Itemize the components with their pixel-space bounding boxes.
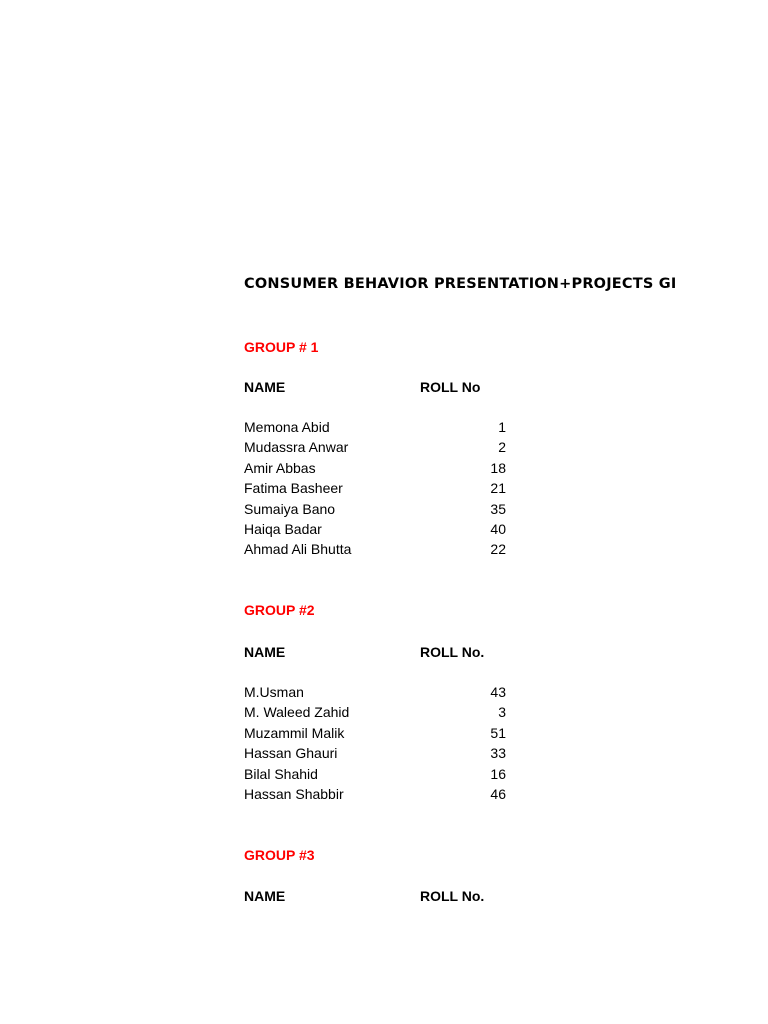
member-roll: 46 — [490, 785, 506, 802]
member-name: Sumaiya Bano — [244, 500, 336, 517]
member-roll: 43 — [490, 684, 506, 700]
member-row — [244, 723, 506, 743]
group-1-name-header: NAME — [244, 379, 286, 395]
group-2-name-header: NAME — [244, 644, 286, 660]
member-row — [244, 499, 506, 519]
group-2-member-list — [244, 682, 506, 804]
member-roll: 33 — [490, 745, 506, 762]
member-roll: 18 — [490, 459, 506, 476]
member-row — [244, 478, 506, 498]
member-roll: 35 — [490, 500, 506, 517]
member-row — [244, 519, 506, 539]
member-roll: 2 — [498, 439, 506, 456]
member-name: M.Usman — [244, 684, 304, 700]
member-roll: 40 — [490, 520, 506, 537]
member-name: Memona Abid — [244, 419, 330, 435]
member-roll: 21 — [490, 480, 506, 497]
member-name: Hassan Ghauri — [244, 745, 338, 762]
member-name: Muzammil Malik — [244, 724, 345, 741]
member-row — [244, 458, 506, 478]
member-name: Hassan Shabbir — [244, 785, 344, 802]
member-row — [244, 682, 506, 702]
group-3-name-header: NAME — [244, 888, 286, 904]
member-row — [244, 437, 506, 457]
group-1-member-list — [244, 417, 506, 560]
group-2-roll-header: ROLL No. — [420, 644, 485, 660]
document-title: CONSUMER BEHAVIOR PRESENTATION+PROJECTS GI — [244, 276, 677, 292]
member-roll: 22 — [490, 541, 506, 558]
member-row — [244, 743, 506, 763]
group-1-title: GROUP # 1 — [244, 339, 319, 355]
member-roll: 16 — [490, 765, 506, 782]
group-3-title: GROUP #3 — [244, 847, 315, 863]
member-name: Ahmad Ali Bhutta — [244, 541, 352, 558]
member-roll: 1 — [498, 419, 506, 435]
member-row — [244, 417, 506, 437]
member-row — [244, 702, 506, 722]
member-row — [244, 784, 506, 804]
member-roll: 3 — [498, 704, 506, 721]
group-1-roll-header: ROLL No — [420, 379, 481, 395]
member-name: Fatima Basheer — [244, 480, 343, 497]
member-roll: 51 — [490, 724, 506, 741]
member-name: Bilal Shahid — [244, 765, 318, 782]
member-name: Haiqa Badar — [244, 520, 322, 537]
member-name: Amir Abbas — [244, 459, 316, 476]
group-3-roll-header: ROLL No. — [420, 888, 485, 904]
member-row — [244, 764, 506, 784]
member-name: M. Waleed Zahid — [244, 704, 350, 721]
group-2-title: GROUP #2 — [244, 602, 315, 618]
member-name: Mudassra Anwar — [244, 439, 349, 456]
member-row — [244, 539, 506, 559]
